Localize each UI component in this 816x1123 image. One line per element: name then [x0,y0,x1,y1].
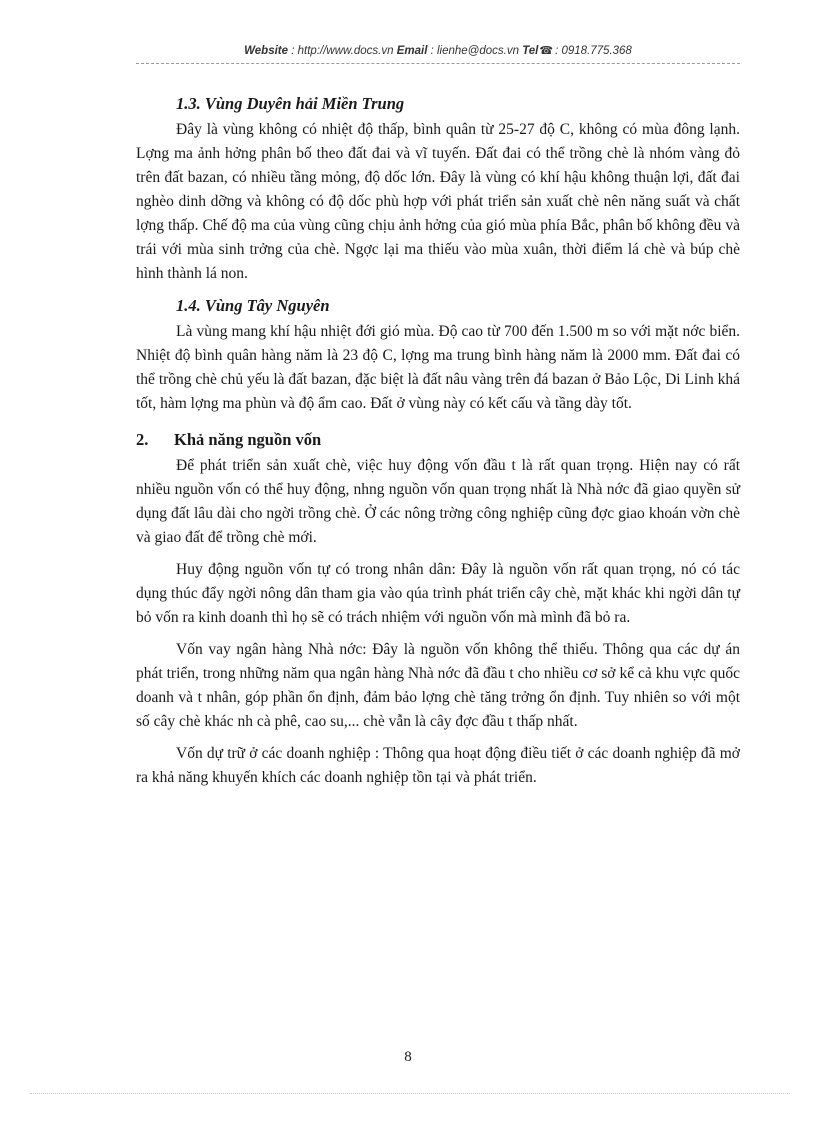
website-value: : http://www.docs.vn [291,45,394,57]
footer-divider [30,1093,790,1094]
phone-icon: ☎ [539,45,554,57]
email-value: : lienhe@docs.vn [430,45,519,57]
header-divider [136,63,740,64]
tel-value: : 0918.775.368 [555,45,632,57]
paragraph-2-1: Để phát triển sản xuất chè, việc huy động vốn đầu t là rất quan trọng. Hiện nay có rất nhiều nguồn vốn có thể huy động, nhng nguồn vốn quan trọng nhất là Nhà nớc đã giao quyền sử dụng đất lâu dài cho ngời trồng chè. Ở các nông trờng công nghiệp cũng đợc giao khoán vờn chè và giao đất để trồng chè mới. [136,457,740,546]
website-label: Website [244,45,289,57]
page-header [136,44,740,57]
page-number: 8 [404,1049,412,1065]
email-label: Email [396,45,428,57]
paragraph-2-3: Vốn vay ngân hàng Nhà nớc: Đây là nguồn vốn không thể thiếu. Thông qua các dự án phát triển, trong những năm qua ngân hàng Nhà nớc đã đầu t cho nhiều cơ sở kể cả khu vực quốc doanh và t nhân, góp phần ổn định, đảm bảo lợng chè tăng trởng ổn định. Tuy nhiên so với một số cây chè khác nh cà phê, cao su,... chè vẫn là cây đợc đầu t thấp nhất. [136,641,740,730]
paragraph-2-2: Huy động nguồn vốn tự có trong nhân dân: Đây là nguồn vốn rất quan trọng, nó có tác dụng thúc đẩy ngời nông dân tham gia vào qúa trình phát triển cây chè, mặt khác khi ngời dân tự bỏ vốn ra kinh doanh thì họ sẽ có trách nhiệm với nguồn vốn mà mình đã bỏ ra. [136,561,740,626]
section-title-2 [136,430,740,450]
paragraph-1-4: Là vùng mang khí hậu nhiệt đới gió mùa. Độ cao từ 700 đến 1.500 m so với mặt nớc biển. Nhiệt độ bình quân hàng năm là 23 độ C, lợng ma trung bình hàng năm là 2000 mm. Đất đai có thể trồng chè chủ yếu là đất bazan, đặc biệt là đất nâu vàng trên đá bazan ở Bảo Lộc, Di Linh khá tốt, hàm lợng ma phùn và độ ẩm cao. Đất ở vùng này có kết cấu và tầng dày tốt. [136,323,740,412]
section-title-1-4: 1.4. Vùng Tây Nguyên [176,296,330,315]
section-heading: Khả năng nguồn vốn [174,430,322,449]
section-title-1-3: 1.3. Vùng Duyên hải Miền Trung [176,94,405,113]
paragraph-2-4: Vốn dự trữ ở các doanh nghiệp : Thông qua hoạt động điều tiết ở các doanh nghiệp đã mở ra khả năng khuyến khích các doanh nghiệp tồn tại và phát triển. [136,745,740,786]
section-number: 2. [136,430,149,449]
paragraph-1-3: Đây là vùng không có nhiệt độ thấp, bình quân từ 25-27 độ C, không có mùa đông lạnh. Lợng ma ảnh hởng phân bố theo đất đai và vĩ tuyến. Đất đai có thể trồng chè là nhóm vàng đỏ trên đất bazan, có nhiều tầng mỏng, độ dốc lớn. Đây là vùng có khí hậu không thuận lợi, đất đai nghèo dinh dỡng và không có độ dốc phù hợp với phát triển sản xuất chè nên năng suất và chất lợng thấp. Chế độ ma của vùng cũng chịu ảnh hởng của gió mùa phía Bắc, phân bố không đều và trái với mùa sinh trởng của chè. Ngợc lại ma thiếu vào mùa xuân, thời điểm lá chè và búp chè hình thành lá non. [136,121,740,282]
page-content [136,94,740,790]
tel-label: Tel [522,45,539,57]
